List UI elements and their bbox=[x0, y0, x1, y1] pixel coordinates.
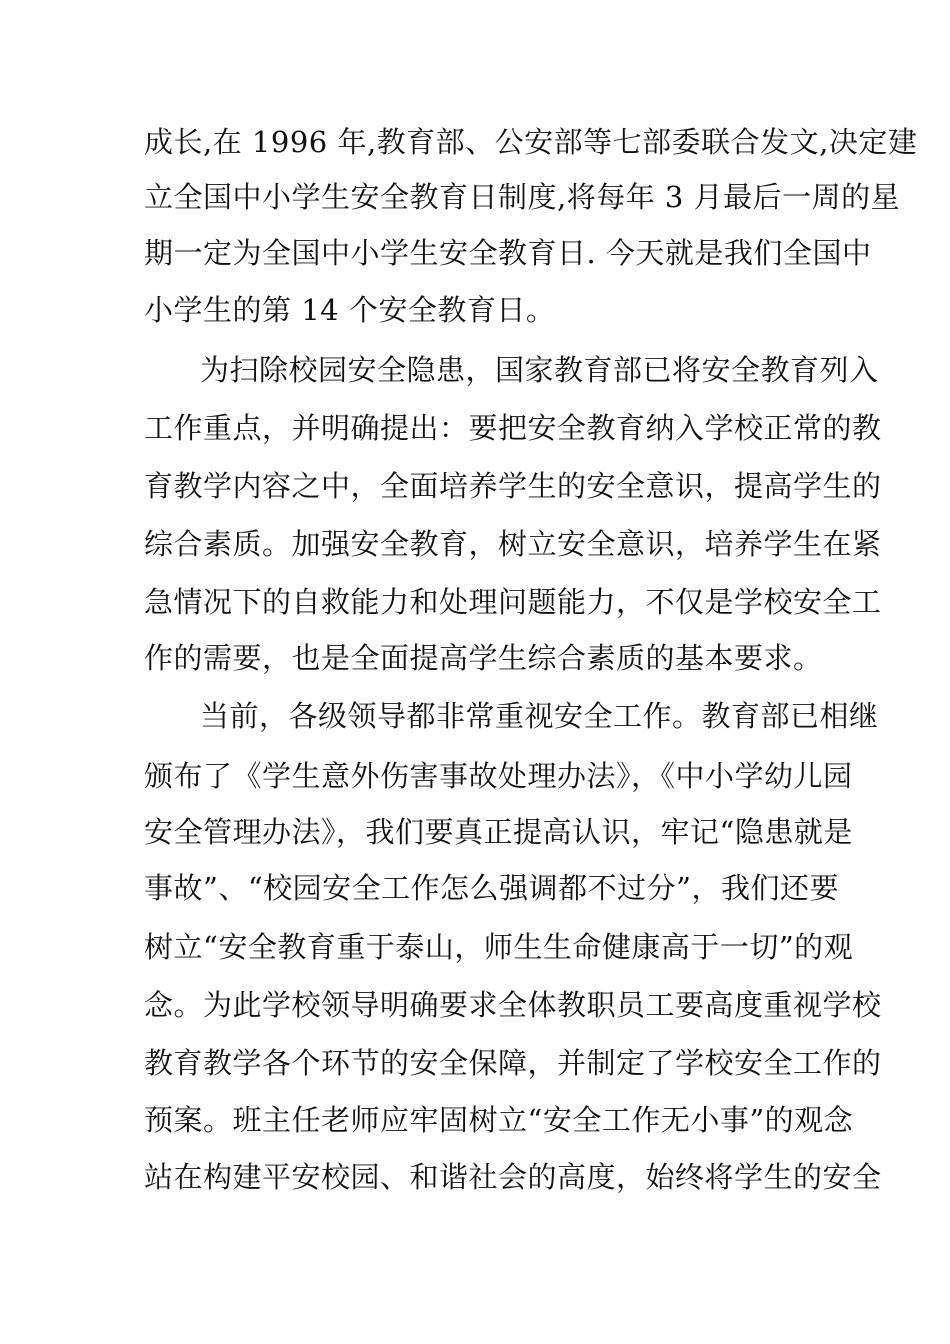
text-line: 小学生的第 14 个安全教育日。 bbox=[144, 293, 556, 327]
paragraph-first-line: 当前，各级领导都非常重视安全工作。教育部已相继 bbox=[200, 699, 879, 733]
text-line: 期一定为全国中小学生安全教育日. 今天就是我们全国中 bbox=[144, 236, 872, 270]
text-line: 预案。班主任老师应牢固树立“安全工作无小事”的观念 bbox=[144, 1103, 854, 1137]
text-line: 安全管理办法》，我们要真正提高认识，牢记“隐患就是 bbox=[144, 815, 853, 849]
paragraph-first-line: 为扫除校园安全隐患，国家教育部已将安全教育列入 bbox=[200, 353, 879, 387]
text-line: 育教学内容之中，全面培养学生的安全意识，提高学生的 bbox=[144, 469, 882, 503]
text-line: 树立“安全教育重于泰山，师生生命健康高于一切”的观 bbox=[144, 930, 854, 964]
text-line: 成长,在 1996 年,教育部、公安部等七部委联合发文,决定建 bbox=[144, 125, 918, 159]
text-line: 作的需要，也是全面提高学生综合素质的基本要求。 bbox=[144, 641, 823, 675]
text-line: 综合素质。加强安全教育，树立安全意识，培养学生在紧 bbox=[144, 527, 882, 561]
text-line: 念。为此学校领导明确要求全体教职员工要高度重视学校 bbox=[144, 988, 882, 1022]
text-line: 教育教学各个环节的安全保障，并制定了学校安全工作的 bbox=[144, 1046, 882, 1080]
text-line: 事故”、“校园安全工作怎么强调都不过分”，我们还要 bbox=[144, 871, 839, 905]
text-line: 站在构建平安校园、和谐社会的高度，始终将学生的安全 bbox=[144, 1160, 882, 1194]
text-line: 急情况下的自救能力和处理问题能力，不仅是学校安全工 bbox=[144, 585, 882, 619]
text-line: 立全国中小学生安全教育日制度,将每年 3 月最后一周的星 bbox=[144, 180, 901, 214]
text-line: 颁布了《学生意外伤害事故处理办法》，《中小学幼儿园 bbox=[144, 759, 853, 793]
text-line: 工作重点，并明确提出：要把安全教育纳入学校正常的教 bbox=[144, 411, 882, 445]
